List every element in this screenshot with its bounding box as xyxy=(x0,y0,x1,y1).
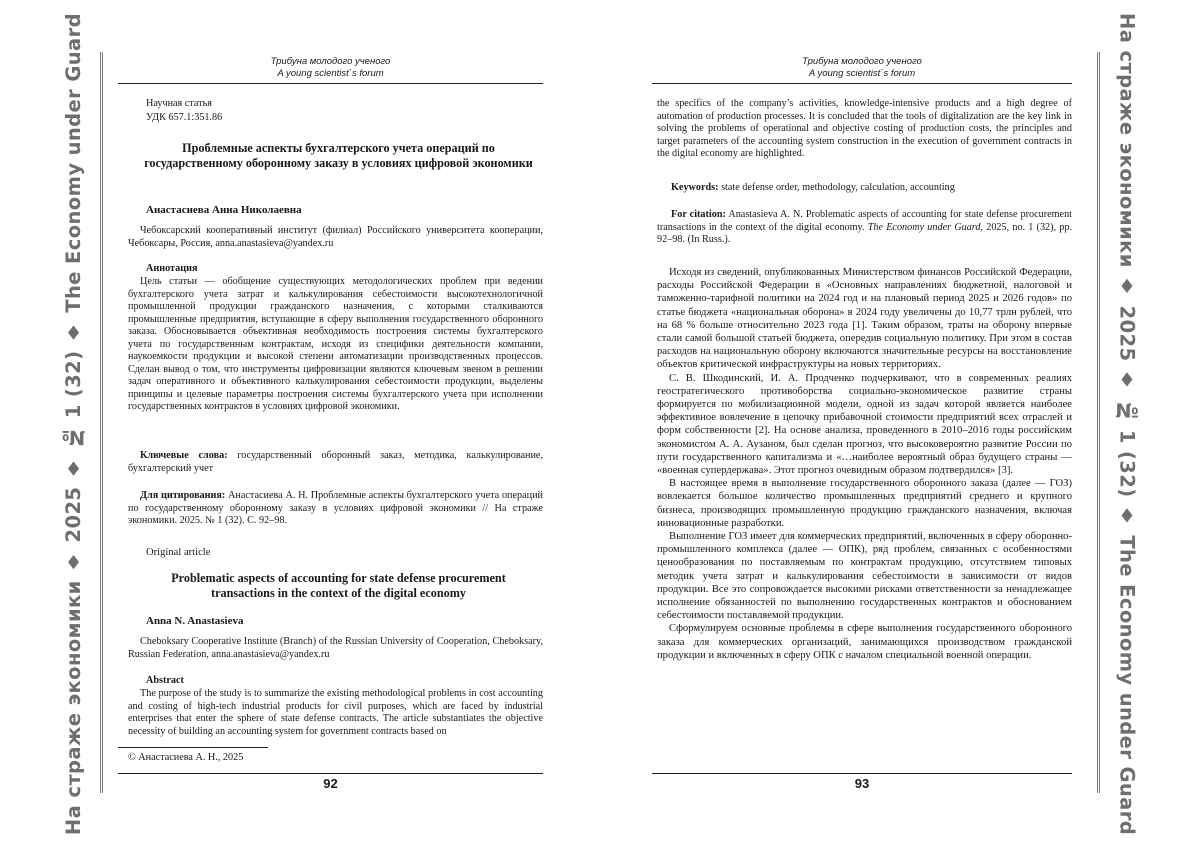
abstract-heading-en: Abstract xyxy=(146,675,184,686)
body-paragraph: В настоящее время в выполнение государственного оборонного заказа (далее — ГОЗ) вовлекается большое количество промышленных предприятий среднего и крупного бизнеса, производящих промышленную продукцию гражданского назначения, включая инновационные разработки. xyxy=(657,478,1072,529)
body-paragraph: Выполнение ГОЗ имеет для коммерческих предприятий, включенных в сферу оборонно-промышленного комплекса (далее — ОПК), ряд проблем, связанных с особенностями ценообразования по поставляемым по контрактам продукцию, отсутствием типовых методик учета затрат и калькулирования себестоимости в зависимости от видов продукции. Все это сопровождается высокими рисками ответственности за ненадлежащее исполнение обязанностей по выполнению государственных контрактов и обоснованием себестоимости поставляемой продукции. xyxy=(657,531,1072,622)
page-right xyxy=(652,0,1072,849)
page-number: 93 xyxy=(854,776,870,791)
citation-en: For citation: Anastasieva A. N. Problematic aspects of accounting for state defense procurement transactions in the context of the digital economy. The Economy under Guard, 2025, no. 1 (32), pp. 92–98. (In Russ.). xyxy=(657,209,1072,245)
article-type-ru: Научная статья xyxy=(146,98,212,109)
keywords-ru: Ключевые слова: государственный оборонный заказ, методика, калькулирование, бухгалтерский учет xyxy=(128,450,543,474)
footer-rule xyxy=(652,773,1072,774)
running-head: Трибуна молодого ученого A young scientist`s forum xyxy=(270,56,391,79)
body-paragraph: Исходя из сведений, опубликованных Министерством финансов Российской Федерации, расходы Российской Федерации в «Основных направлениях бюджетной, налоговой и таможенно-тарифной политики на 2024 год и на плановый период 2025 и 2026 годов» по статье бюджета «национальная оборона» в 2024 году увеличены до 10,77 трлн рублей, что на 68 % больше относительно 2023 года [1]. Таким образом, траты на оборону впервые стали самой большой статьей бюджета, опередив социальную политику. При этом в состав расходов на национальную оборону включаются значительные ресурсы на восстановление объектов критической инфраструктуры на новых территориях. xyxy=(657,267,1072,371)
article-title-en: Problematic aspects of accounting for state defense procurement transactions in the context of the digital economy xyxy=(171,571,506,601)
affiliation-en: Cheboksary Cooperative Institute (Branch) of the Russian University of Cooperation, Cheboksary, Russian Federation, anna.anastasieva@yandex.ru xyxy=(128,636,543,660)
header-rule xyxy=(118,83,543,84)
article-title-ru: Проблемные аспекты бухгалтерского учета операций по государственному оборонному заказу в условиях цифровой экономики xyxy=(144,141,533,171)
abstract-en: The purpose of the study is to summarize the existing methodological problems in cost accounting and costing of high-tech industrial products for civil purposes, which are faced by industrial enterprises that enter the sphere of state defense contracts. The article substantiates the objective necessity of building an accounting system for government contracts based on xyxy=(128,688,543,737)
author-ru: Анастасиева Анна Николаевна xyxy=(146,204,302,216)
udc-code: УДК 657.1:351.86 xyxy=(146,112,223,123)
spine-title-left: На страже экономики ♦ 2025 ♦ № 1 (32) ♦ The Economy under Guard xyxy=(61,13,85,836)
article-type-en: Original article xyxy=(146,547,211,558)
copyright-notice: © Анастасиева А. Н., 2025 xyxy=(128,752,244,763)
abstract-heading-ru: Аннотация xyxy=(146,263,198,274)
abstract-ru: Цель статьи — обобщение существующих методологических проблем при ведении бухгалтерского учета затрат и калькулирования себестоимости высокотехнологичной промышленной продукции гражданского назначения, с которыми сталкиваются промышленные предприятия, вступающие в сферу выполнения государственного оборонного заказа. Обосновывается объективная необходимость построения системы бухгалтерского учета по государственным контрактам, исходя из специфики деятельности компании, наукоемкости продукции и высокой степени автоматизации производственных процессов. Сделан вывод о том, что инструменты цифровизации являются ключевым звеном в решении задач оперативного и объективного калькулирования себестоимости продукции, выделены принципы и целевые параметры построения системы бухгалтерского учета при исполнении государственных контрактов в условиях цифровой экономики. xyxy=(128,276,543,412)
header-rule xyxy=(652,83,1072,84)
abstract-en-continued: the specifics of the company’s activities, knowledge-intensive products and a high degree of automation of production processes. It is concluded that the tools of digitalization are the key link in solving the problems of operational and objective costing of production costs, the principles and target parameters of the accounting system construction in the execution of government contracts in the digital economy are highlighted. xyxy=(657,98,1072,159)
body-paragraph: С. В. Шкодинский, И. А. Продченко подчеркивают, что в современных реалиях геостратегического противоборства социально-экономическое развитие страны формируется по мобилизационной модели, одной из задач которой является наиболее эффективное вовлечение в цепочку прибавочной стоимости предприятий всех отраслей и форм собственности [2]. На основе анализа, проведенного в 2010–2016 годы российским экономистом А. А. Аузаном, был сделан прогноз, что высоковероятно развитие России по пути государственного капитализма и «…наиболее вероятный образ будущего страны — «военная супердержава». Этот прогноз очевидным образом подтвердился» [3]. xyxy=(657,372,1072,477)
page-left xyxy=(118,0,543,849)
body-text xyxy=(657,266,1072,662)
body-paragraph: Сформулируем основные проблемы в сфере выполнения государственного оборонного заказа для коммерческих организаций, занимающихся производством гражданской продукции и включенных в сферу ОПК с началом специальной военной операции. xyxy=(657,623,1072,661)
page-number: 92 xyxy=(323,776,338,791)
spine-rule-left xyxy=(100,52,103,793)
footer-rule xyxy=(118,773,543,774)
keywords-en: Keywords: state defense order, methodology, calculation, accounting xyxy=(671,182,955,193)
spine-title-right: На страже экономики ♦ 2025 ♦ № 1 (32) ♦ The Economy under Guard xyxy=(1115,13,1139,836)
citation-ru: Для цитирования: Анастасиева А. Н. Проблемные аспекты бухгалтерского учета операций по государственному оборонному заказу в условиях цифровой экономики // На страже экономики. 2025. № 1 (32). С. 92–98. xyxy=(128,490,543,526)
spine-rule-right xyxy=(1097,52,1100,793)
author-en: Anna N. Anastasieva xyxy=(146,615,244,627)
running-head: Трибуна молодого ученого A young scientist`s forum xyxy=(802,56,922,79)
affiliation-ru: Чебоксарский кооперативный институт (филиал) Российского университета кооперации, Чебоксары, Россия, anna.anastasieva@yandex.ru xyxy=(128,225,543,249)
footnote-rule xyxy=(118,747,268,748)
